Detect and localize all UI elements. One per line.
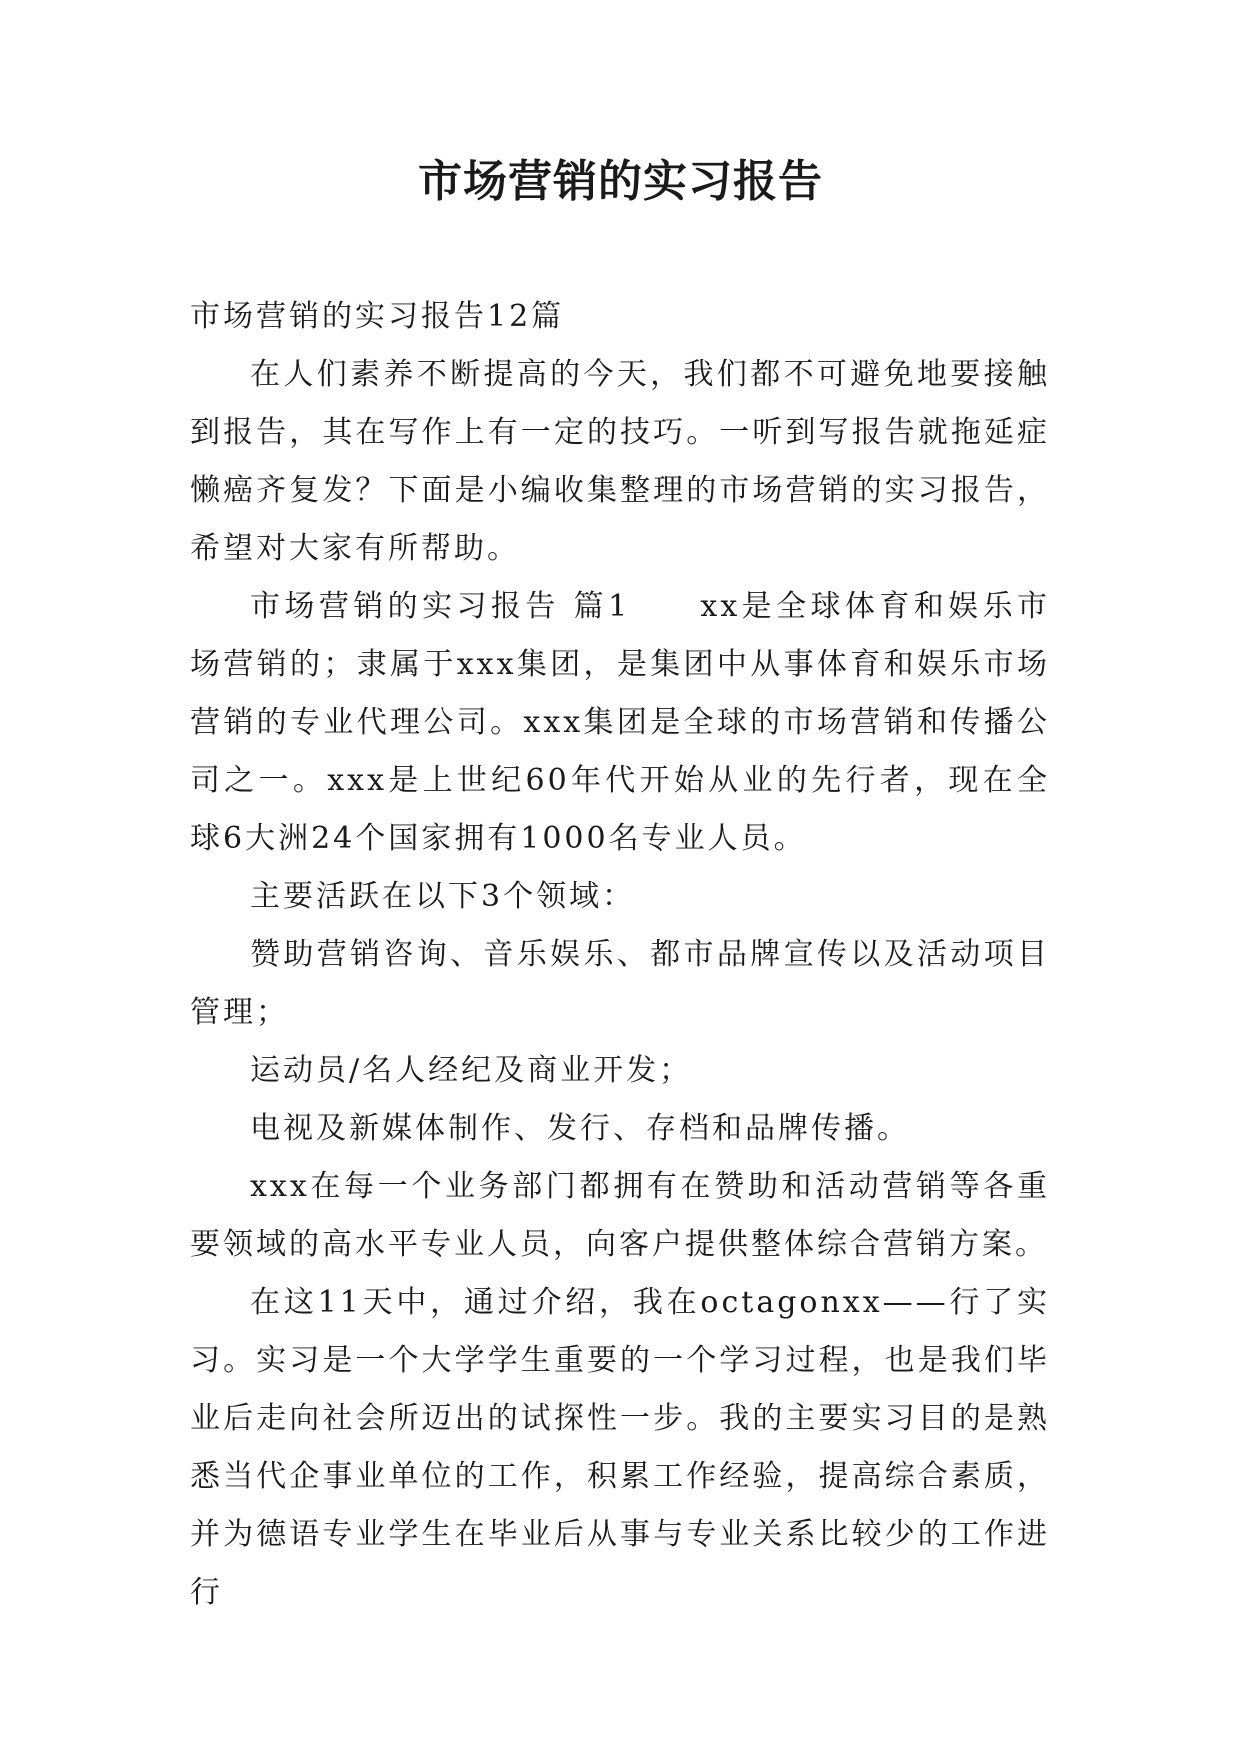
document-title: 市场营销的实习报告 [418,156,823,207]
paragraph-fields-heading: 主要活跃在以下3个领域： [250,879,636,914]
paragraph-field-2: 运动员/名人经纪及商业开发； [250,1053,693,1088]
paragraph-internship: 在这11天中，通过介绍，我在octagonxx——行了实习。实习是一个大学学生重要的一个学习过程，也是我们毕业后走向社会所迈出的试探性一步。我的主要实习目的是熟悉当代企事业单位的工作，积累工作经验，提高综合素质，并为德语专业学生在毕业后从事与专业关系比较少的工作进行 [190,1285,1050,1610]
document-subtitle: 市场营销的实习报告12篇 [190,299,565,334]
paragraph-field-1: 赞助营销咨询、音乐娱乐、都市品牌宣传以及活动项目管理； [190,937,1050,1030]
paragraph-field-3: 电视及新媒体制作、发行、存档和品牌传播。 [250,1111,910,1146]
paragraph-intro: 在人们素养不断提高的今天，我们都不可避免地要接触到报告，其在写作上有一定的技巧。一听到写报告就拖延症懒癌齐复发？下面是小编收集整理的市场营销的实习报告，希望对大家有所帮助。 [190,357,1050,566]
paragraph-professionals: xxx在每一个业务部门都拥有在赞助和活动营销等各重要领域的高水平专业人员，向客户提供整体综合营销方案。 [190,1169,1050,1262]
document-body [190,288,1050,1622]
paragraph-company: 市场营销的实习报告 篇1 xx是全球体育和娱乐市场营销的；隶属于xxx集团，是集团中从事体育和娱乐市场营销的专业代理公司。xxx集团是全球的市场营销和传播公司之一。xxx是上世纪60年代开始从业的先行者，现在全球6大洲24个国家拥有1000名专业人员。 [190,589,1050,856]
